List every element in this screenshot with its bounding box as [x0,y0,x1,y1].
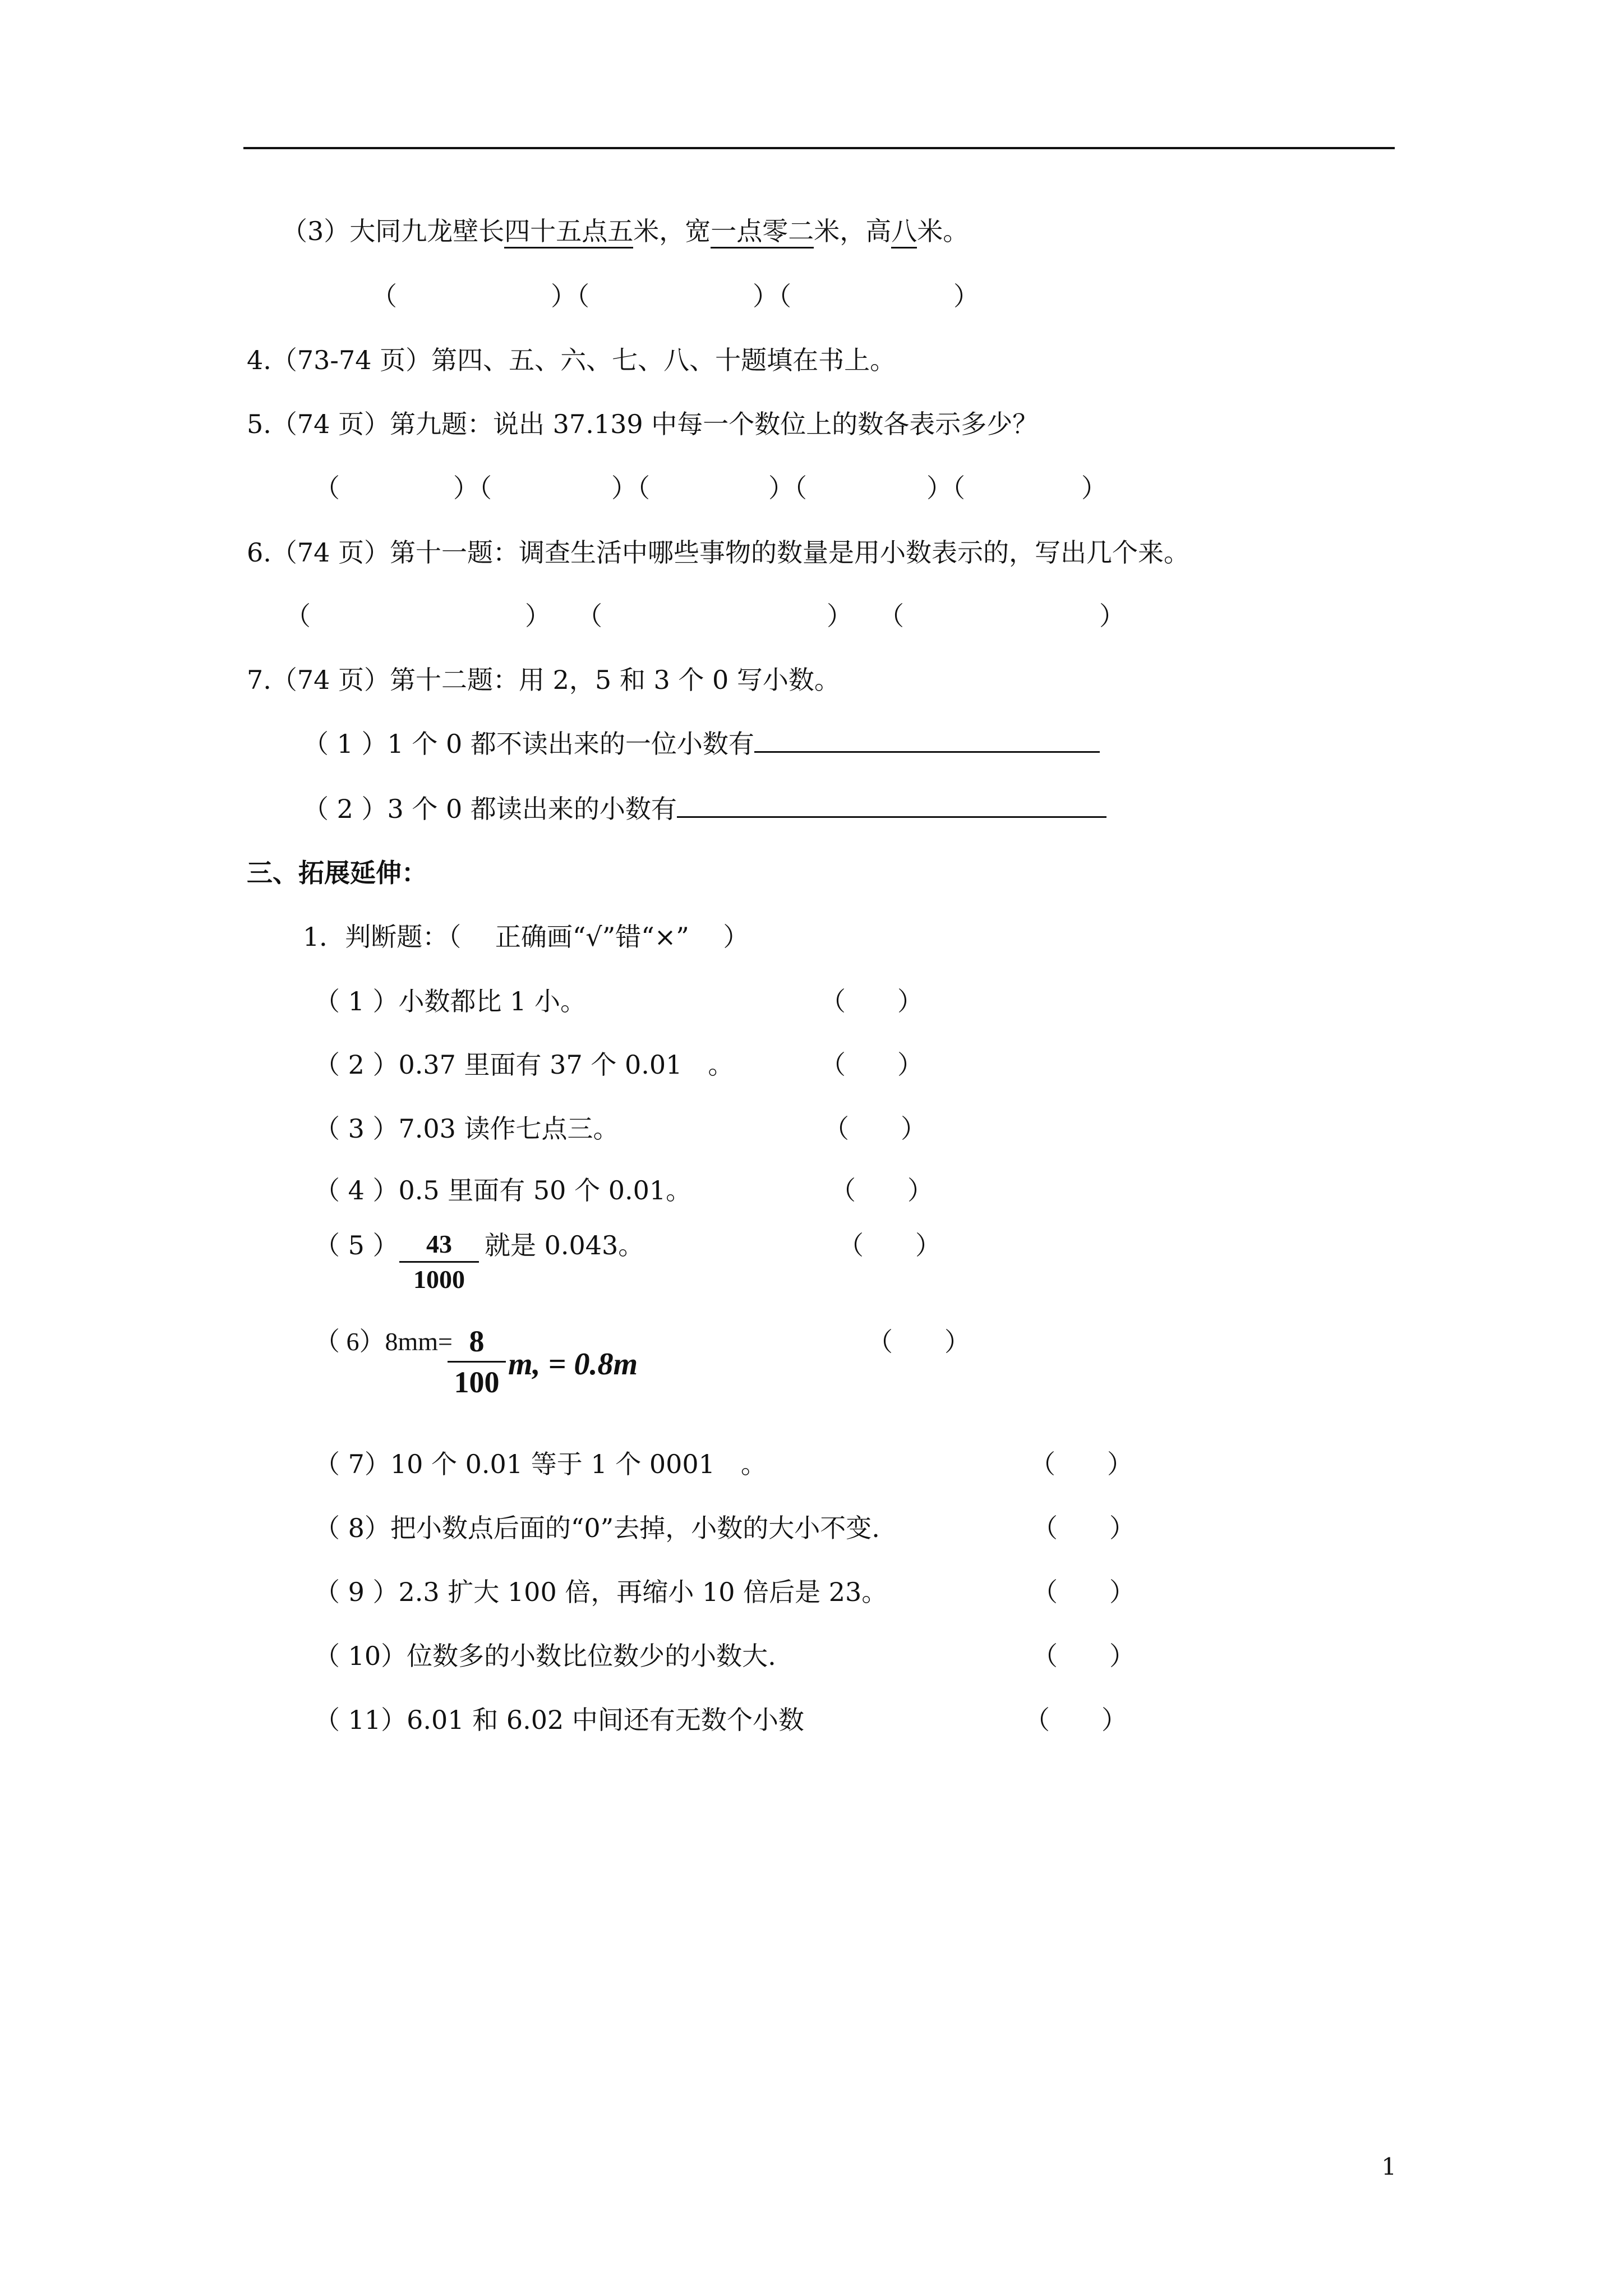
judge-item-8: （ 8）把小数点后面的“0”去掉，小数的大小不变. [314,1513,880,1543]
judge-item-5-after: 就是 0.043。 [485,1230,644,1260]
q7-line: 7.（74 页）第十二题：用 2，5 和 3 个 0 写小数。 [247,665,840,695]
judge-paren[interactable]: （ ） [820,1050,923,1080]
judge-item-10: （ 10）位数多的小数比位数少的小数大. [314,1641,776,1671]
judge-paren[interactable]: （ ） [830,1175,933,1205]
q4-line: 4.（73-74 页）第四、五、六、七、八、十题填在书上。 [247,345,896,375]
q3-paren: （ [371,281,397,311]
q6-paren: （ [878,601,904,631]
q6-line: 6.（74 页）第十一题：调查生活中哪些事物的数量是用小数表示的，写出几个来。 [247,537,1190,568]
header-rule [243,147,1395,149]
q7-sub2 [303,792,1106,826]
judge-paren[interactable]: （ ） [1032,1641,1135,1671]
judge-paren[interactable]: （ ） [820,986,923,1016]
q3-prefix: （3）大同九龙壁长 [282,216,505,246]
fraction-8-100 [448,1322,506,1402]
judge-item-6-after: m, = 0.8m [508,1347,638,1382]
judge-paren[interactable]: （ ） [838,1230,941,1260]
judge-paren[interactable]: （ ） [1030,1449,1133,1479]
q3-suffix: 米。 [917,216,969,246]
page-number: 1 [1381,2153,1396,2180]
judge-paren[interactable]: （ ） [1024,1705,1127,1735]
answer-blank[interactable] [754,729,1100,753]
q3-underlined-height: 八 [891,216,917,249]
judge-paren[interactable]: （ ） [1032,1577,1135,1607]
judge-item-2: （ 2 ）0.37 里面有 37 个 0.01 。 [314,1050,734,1080]
q5-paren: （ [314,473,340,503]
judge-title: 1．判断题：（ 正确画“√”错“×” ） [303,922,749,952]
q3-mid1: 米，宽 [633,216,711,246]
q3-underlined-length: 四十五点五 [504,216,633,249]
judge-paren[interactable]: （ ） [823,1114,926,1144]
q3-paren: ） [953,281,979,311]
fraction-numerator: 8 [448,1322,506,1363]
q3-paren: ）（ [753,281,791,311]
judge-item-9: （ 9 ）2.3 扩大 100 倍，再缩小 10 倍后是 23。 [314,1577,888,1607]
judge-paren[interactable]: （ ） [867,1327,970,1357]
q3-mid2: 米，高 [814,216,892,246]
fraction-denominator: 1000 [413,1265,465,1294]
section-title: 三、拓展延伸： [247,858,427,888]
q5-paren: ）（ [768,473,807,503]
answer-blank[interactable] [677,794,1106,818]
judge-paren[interactable]: （ ） [1032,1513,1135,1543]
q6-paren: ） [827,601,852,631]
judge-item-6-label: （ 6）8mm= [314,1327,453,1356]
q6-paren: ） [1099,601,1125,631]
q5-line: 5.（74 页）第九题：说出 37.139 中每一个数位上的数各表示多少？ [247,409,1039,439]
q7-sub1-text: （ 1 ）1 个 0 都不读出来的一位小数有 [303,729,754,759]
q6-paren: （ [285,601,311,631]
q5-paren: ）（ [611,473,650,503]
q5-paren: ）（ [926,473,965,503]
q3-paren: ）（ [551,281,589,311]
q7-sub1 [303,727,1100,761]
judge-item-1: （ 1 ）小数都比 1 小。 [314,986,587,1016]
q5-paren: ） [1081,473,1107,503]
judge-item-11: （ 11）6.01 和 6.02 中间还有无数个小数 [314,1705,804,1735]
fraction-numerator: 43 [399,1227,479,1263]
q6-paren: ） [525,601,551,631]
fraction-43-1000 [399,1227,479,1296]
judge-item-5-label: （ 5 ） [314,1230,399,1260]
fraction-denominator: 100 [454,1365,500,1399]
q3-line [282,214,969,248]
q6-paren: （ [577,601,602,631]
judge-item-3: （ 3 ）7.03 读作七点三。 [314,1114,619,1144]
q7-sub2-text: （ 2 ）3 个 0 都读出来的小数有 [303,794,677,824]
judge-item-4: （ 4 ）0.5 里面有 50 个 0.01。 [314,1175,692,1205]
q3-underlined-width: 一点零二 [711,216,814,249]
q5-paren: ）（ [453,473,492,503]
judge-item-7: （ 7）10 个 0.01 等于 1 个 0001 。 [314,1449,767,1479]
